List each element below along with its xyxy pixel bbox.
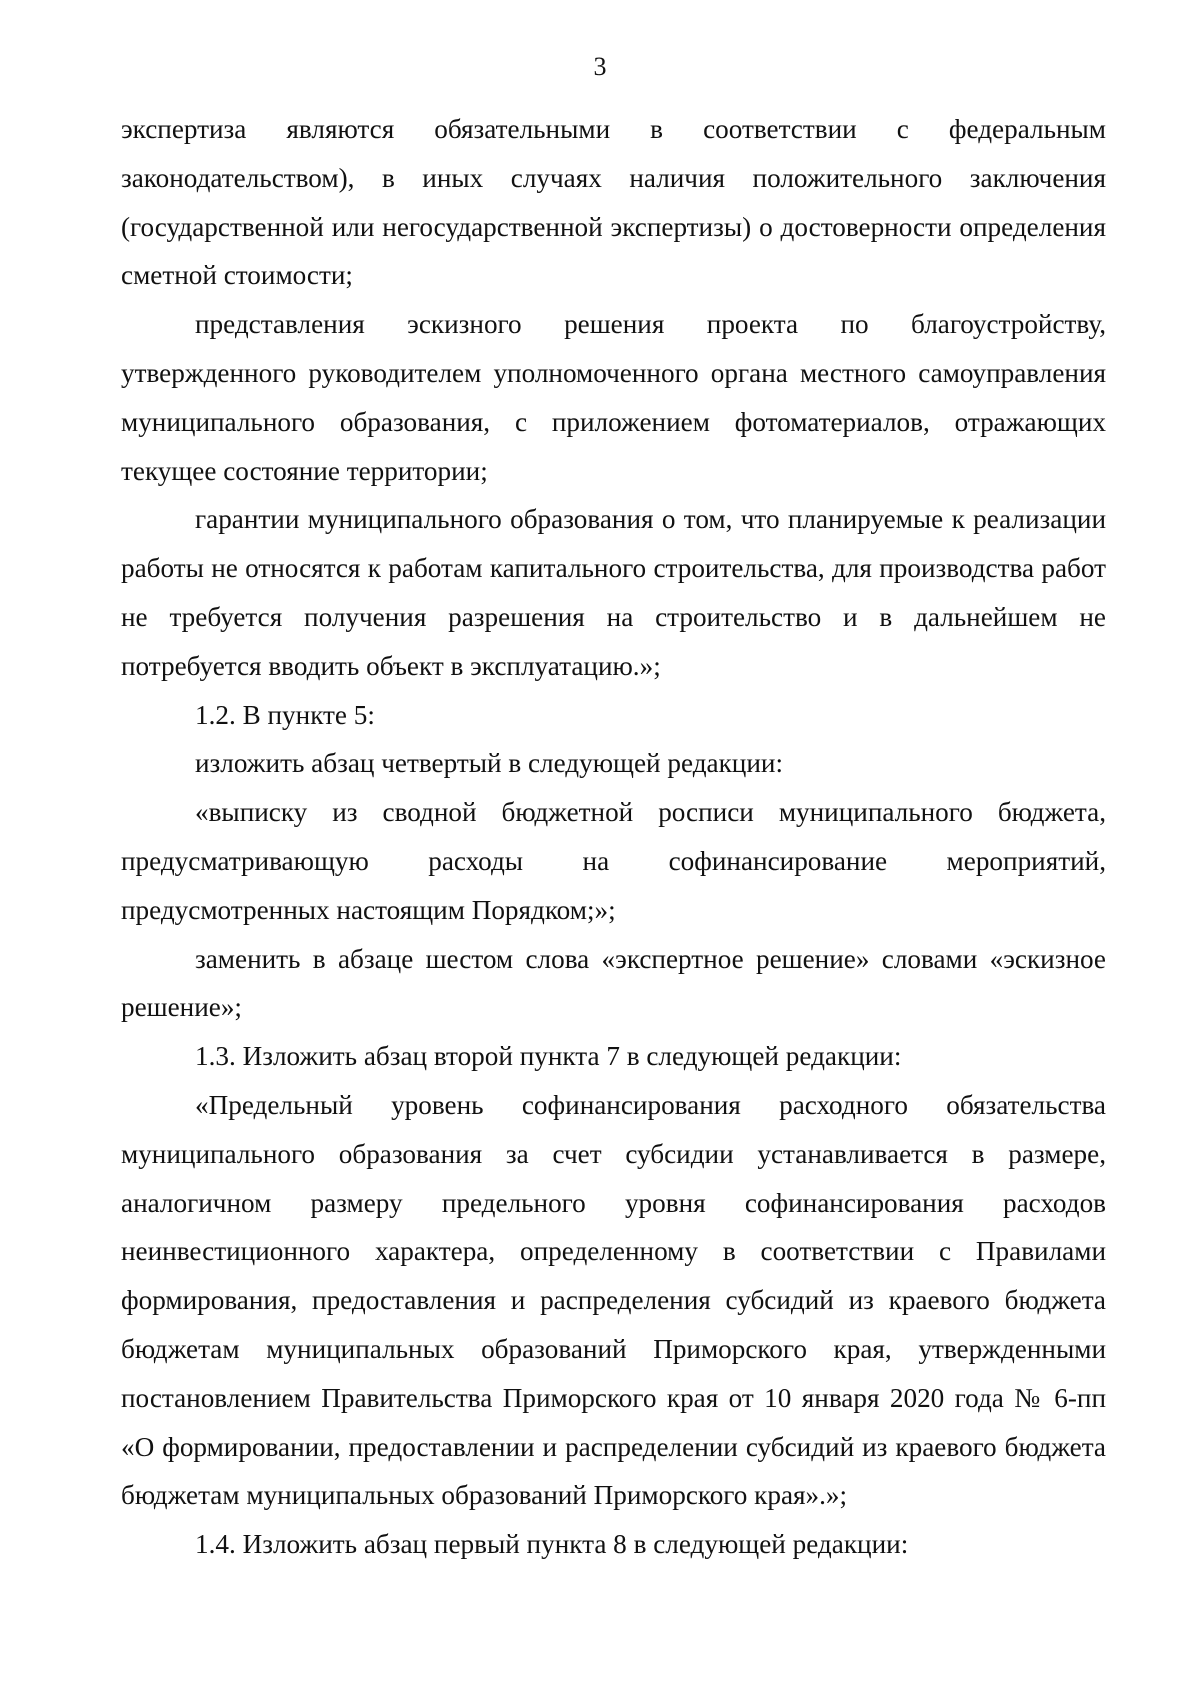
- paragraph: 1.4. Изложить абзац первый пункта 8 в следующей редакции:: [195, 1529, 909, 1560]
- page-number: 3: [593, 52, 607, 81]
- paragraph: «выписку из сводной бюджетной росписи муниципального бюджета, предусматривающую расходы на софинансирование мероприятий, предусмотренных настоящим Порядком;»;: [121, 797, 1106, 925]
- paragraph: гарантии муниципального образования о том, что планируемые к реализации работы не относятся к работам капитального строительства, для производства работ не требуется получения разрешения на строительство и в дальнейшем не потребуется вводить объект в эксплуатацию.»;: [121, 504, 1106, 681]
- paragraph: заменить в абзаце шестом слова «экспертное решение» словами «эскизное решение»;: [121, 943, 1106, 1023]
- paragraph: экспертиза являются обязательными в соответствии с федеральным законодательством), в иных случаях наличия положительного заключения (государственной или негосударственной экспертизы) о достоверности определения сметной стоимости;: [121, 114, 1106, 291]
- paragraph: представления эскизного решения проекта по благоустройству, утвержденного руководителем уполномоченного органа местного самоуправления муниципального образования, с приложением фотоматериалов, отражающих текущее состояние территории;: [121, 309, 1106, 486]
- paragraph: «Предельный уровень софинансирования расходного обязательства муниципального образования за счет субсидии устанавливается в размере, аналогичном размеру предельного уровня софинансирования расходов неинвестиционного характера, определенному в соответствии с Правилами формирования, предоставления и распределения субсидий из краевого бюджета бюджетам муниципальных образований Приморского края, утвержденными постановлением Правительства Приморского края от 10 января 2020 года № 6-пп «О формировании, предоставлении и распределении субсидий из краевого бюджета бюджетам муниципальных образований Приморского края».»;: [121, 1089, 1106, 1511]
- paragraph: изложить абзац четвертый в следующей редакции:: [195, 748, 784, 779]
- paragraph: 1.2. В пункте 5:: [195, 699, 375, 730]
- paragraph: 1.3. Изложить абзац второй пункта 7 в следующей редакции:: [195, 1041, 902, 1072]
- document-body: [121, 105, 1106, 1569]
